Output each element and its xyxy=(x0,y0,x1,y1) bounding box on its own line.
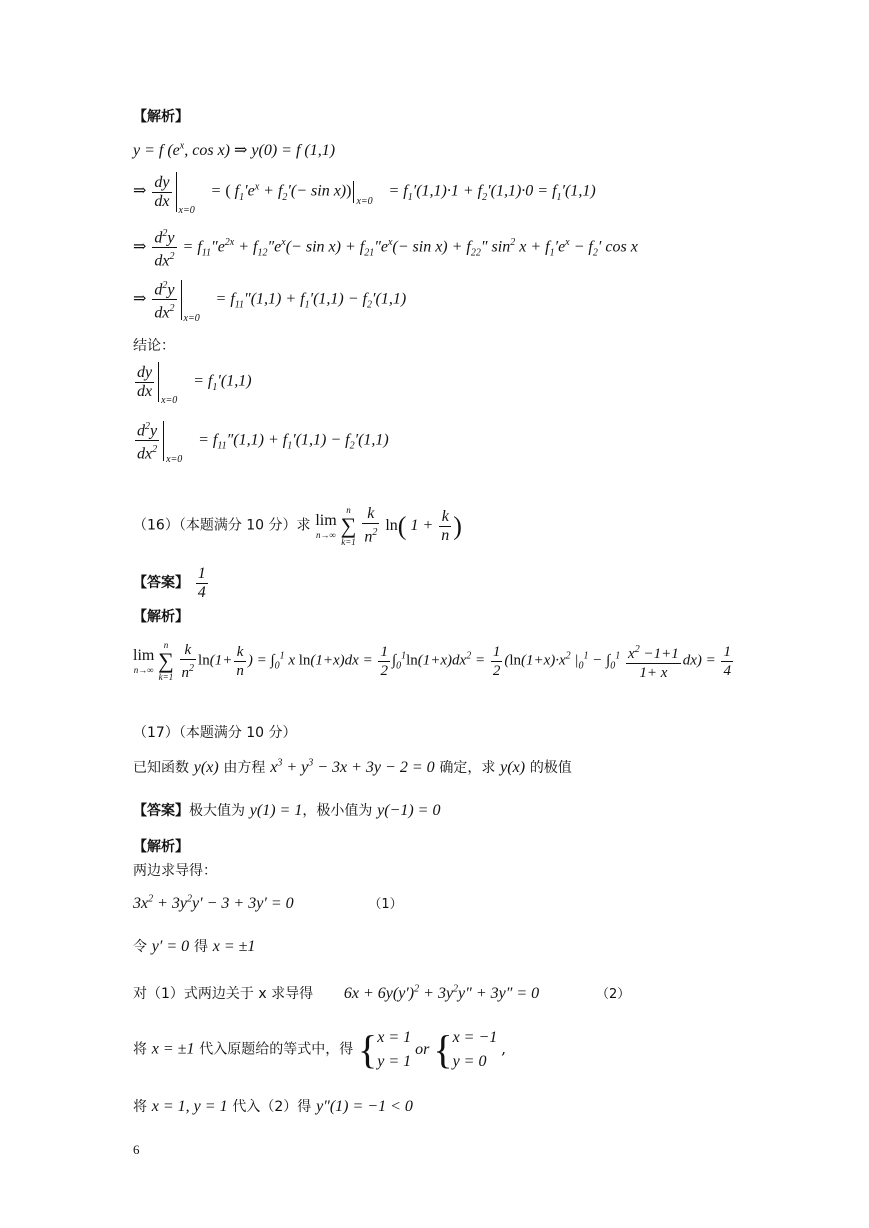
eq1-label: （1） xyxy=(368,897,403,912)
equation-line-3: ⇒ $\frac{d^2y}{dx^2}$ = $f_{11}''e^{2x} + f_{12}''e^x(- \sin x) + f_{21}''e^x(- \sin x) + f_{22}''$ $\sin^2 x + f_1'e^x - f_2'$ cos x xyxy=(133,225,638,271)
substitute-line-2: 将 x = 1, y = 1 代入（2）得 y″(1) = −1 < 0 xyxy=(133,1098,413,1115)
page-number: 6 xyxy=(133,1142,140,1157)
equation-16: lim n→∞ n ∑ k=1 $\frac{k}{n^2}$ ln(1+ $\frac{k}{n}$ ) = $\int_0^1$ x ln(1+x)dx = $\frac{1}{2}$ $\int_0^1\ln(1+x)dx^2$ = $\frac{1}{2}$ ($\ln(1+x)\cdot x^2$ $|_0^1 - \int_0^1$ $\frac{x^2 -1+1}{1+ x}$ dx) = $\frac{1}{4}$ xyxy=(133,640,731,682)
or-word: or xyxy=(415,1040,430,1058)
conclusion-line-1: $\frac{dy}{dx}$ x=0 = $f_1'(1,1)$ xyxy=(137,363,252,406)
equation-line-2: ⇒ $\frac{dy}{dx}$ x=0 = ( $f_1'e^x + f_2'(- \sin x)$) x=0 = $f_1'(1,1)\cdot 1 + f_2'(1,1)\cdot 0 = f_1'(1,1)$ xyxy=(133,173,596,216)
question-17-statement: 已知函数 y(x) 由方程 $x^3 + y^3 - 3x + 3y - 2 = 0$ 确定，求 y(x) 的极值 xyxy=(133,757,572,776)
answer-16: 【答案】 $\frac{1}{4}$ xyxy=(133,565,206,601)
answer-17: 【答案】极大值为 y(1) = 1，极小值为 y(−1) = 0 xyxy=(133,802,441,819)
substitute-line: 将 x = ±1 代入原题给的等式中，得 {x = 1 y = 1 or {x = −1 y = 0 , xyxy=(133,1027,507,1072)
question-17-header: （17）（本题满分 10 分） xyxy=(133,725,297,741)
second-derivative: 对（1）式两边关于 x 求导得 $6x + 6y(y')^2 + 3y^2y'' + 3y'' = 0$ （2） xyxy=(133,983,631,1002)
derive-step: 两边求导得： xyxy=(133,863,217,879)
equation-line-1: y = f ($e^x$, cos x) ⇒ y(0) = f (1,1) xyxy=(133,140,336,159)
answer-17-tag: 【答案】 xyxy=(133,803,189,819)
conclusion-label: 结论： xyxy=(133,338,175,354)
analysis-17-tag: 【解析】 xyxy=(133,839,189,855)
q17-text-c: 确定，求 xyxy=(439,760,496,776)
answer-16-tag: 【答案】 xyxy=(133,575,189,592)
question-16-header: （16）（本题满分 10 分）求 xyxy=(133,517,311,534)
equation-17-1: $3x^2 + 3y^2y' - 3 + 3y' = 0$ （1） xyxy=(133,893,403,912)
eq2-label: （2） xyxy=(595,987,631,1002)
critical-points: 令 y′ = 0 得 x = ±1 xyxy=(133,938,256,955)
substitute-text-b: 代入原题给的等式中，得 xyxy=(199,1041,354,1058)
substitute2-text-a: 将 xyxy=(133,1099,147,1115)
q17-text-d: 的极值 xyxy=(529,760,572,776)
let-text-b: 得 xyxy=(193,939,208,955)
analysis-16-tag: 【解析】 xyxy=(133,609,189,625)
substitute-text-a: 将 xyxy=(133,1041,147,1058)
diff-again-text: 对（1）式两边关于 x 求导得 xyxy=(133,986,314,1002)
conclusion-line-2: $\frac{d^2y}{dx^2}$ x=0 = $f_{11}''(1,1) + f_1'(1,1) - f_2'(1,1)$ xyxy=(133,418,389,464)
let-text-a: 令 xyxy=(133,939,147,955)
answer-17-text-a: 极大值为 xyxy=(189,803,245,819)
equation-line-4: ⇒ $\frac{d^2y}{dx^2}$ x=0 = $f_{11}''(1,1) + f_1'(1,1) - f_2'(1,1)$ xyxy=(133,277,406,323)
answer-17-text-b: ，极小值为 xyxy=(302,803,373,819)
q17-text-a: 已知函数 xyxy=(133,760,189,776)
analysis-tag: 【解析】 xyxy=(133,109,189,125)
q17-text-b: 由方程 xyxy=(223,760,266,776)
substitute2-text-b: 代入（2）得 xyxy=(232,1099,312,1115)
question-16: （16）（本题满分 10 分）求 lim n→∞ n ∑ k=1 $\frac{k}{n^2}$ ln( 1 + $\frac{k}{n}$ ) xyxy=(133,505,462,547)
